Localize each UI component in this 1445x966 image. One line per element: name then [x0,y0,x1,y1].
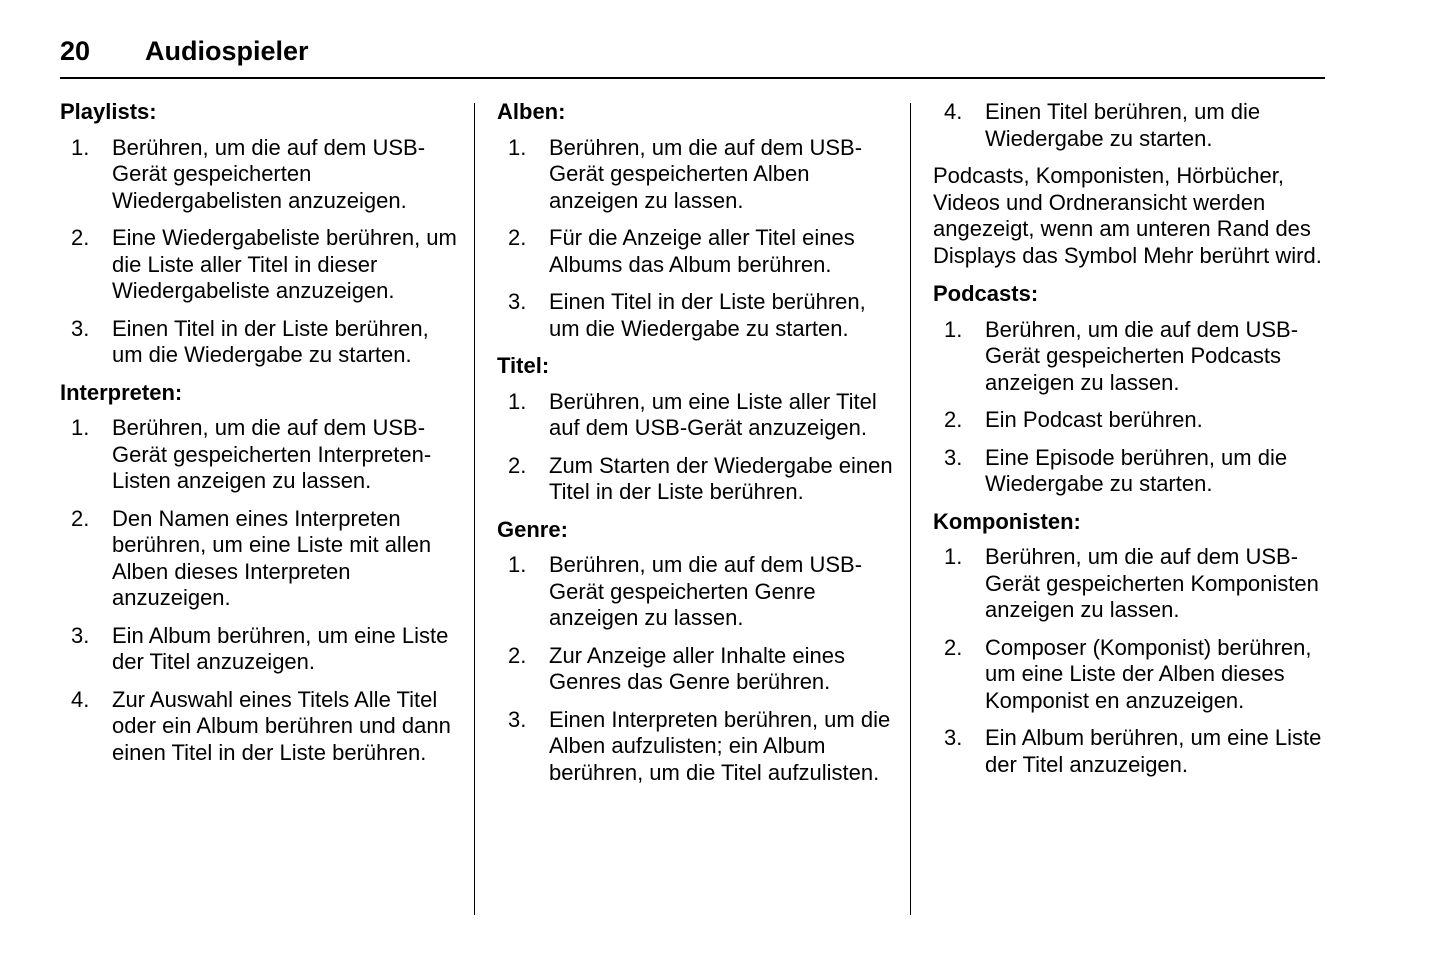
item-number: 1. [944,544,963,569]
item-number: 2. [71,505,90,531]
list-item [60,415,465,495]
item-text: Composer (Komponist) berühren, um eine Liste der Alben dieses Komponist en anzuzeigen. [985,634,1312,713]
item-text: Eine Episode berühren, um die Wiedergabe zu starten. [985,444,1288,496]
item-number: 4. [944,99,963,124]
item-text: Zur Anzeige aller Inhalte eines Genres das Genre berühren. [549,642,845,694]
page-title: Audiospieler [145,36,309,66]
item-text: Berühren, um die auf dem USB-Gerät gespeicherten Komponisten anzeigen zu lassen. [985,544,1319,622]
list-item [933,635,1333,715]
list-item [497,643,897,696]
list-item [933,317,1333,397]
item-number: 2. [508,225,527,250]
list-item [933,445,1333,498]
section-heading-interpreten: Interpreten: [60,379,183,405]
item-text: Berühren, um die auf dem USB-Gerät gespeicherten Podcasts anzeigen zu lassen. [985,316,1299,395]
section-heading-genre: Genre: [497,516,568,542]
list-item [60,623,465,676]
podcasts-list [933,317,1333,498]
item-text: Für die Anzeige aller Titel eines Albums das Album berühren. [549,225,855,277]
item-text: Einen Titel berühren, um die Wiedergabe zu starten. [985,99,1261,151]
continued-list [933,99,1333,152]
item-text: Ein Album berühren, um eine Liste der Titel anzuzeigen. [985,725,1322,777]
item-number: 2. [508,452,527,478]
item-number: 1. [508,388,527,414]
item-text: Ein Album berühren, um eine Liste der Titel anzuzeigen. [112,622,449,674]
item-text: Einen Titel in der Liste berühren, um die Wiedergabe zu starten. [549,289,866,341]
item-text: Berühren, um die auf dem USB-Gerät gespeicherten Genre anzeigen zu lassen. [549,552,863,630]
interpreten-list [60,415,465,766]
item-number: 2. [508,642,527,668]
section-heading-titel: Titel: [497,353,550,378]
header-rule [60,77,1325,79]
list-item [497,135,897,215]
item-text: Berühren, um die auf dem USB-Gerät gespeicherten Alben anzeigen zu lassen. [549,134,863,213]
item-text: Berühren, um die auf dem USB-Gerät gespeicherten Interpreten-Listen anzeigen zu lassen. [112,415,432,493]
item-text: Ein Podcast berühren. [985,407,1203,432]
section-heading-komponisten: Komponisten: [933,508,1081,534]
item-number: 3. [71,622,90,648]
playlists-list [60,135,465,369]
list-item [60,316,465,369]
item-number: 1. [508,134,527,160]
list-item [60,506,465,612]
column-1 [60,99,465,777]
genre-list [497,552,897,786]
list-item [60,225,465,305]
item-number: 3. [944,444,963,470]
page-header [60,36,1325,80]
item-number: 1. [944,316,963,342]
list-item [497,552,897,632]
item-number: 3. [508,706,527,732]
item-number: 1. [71,415,90,440]
item-number: 1. [508,552,527,577]
item-text: Berühren, um eine Liste aller Titel auf dem USB-Gerät anzuzeigen. [549,388,877,440]
list-item [497,289,897,342]
body-paragraph: Podcasts, Komponisten, Hörbücher, Videos und Ordneransicht werden angezeigt, wenn am unteren Rand des Displays das Symbol Mehr berührt wird. [933,163,1322,268]
list-item [497,453,897,506]
section-heading-alben: Alben: [497,99,566,124]
column-divider [474,103,475,915]
list-item [933,407,1333,434]
column-divider [910,103,911,915]
list-item [497,707,897,787]
list-item [497,225,897,278]
section-heading-podcasts: Podcasts: [933,281,1039,306]
item-number: 2. [944,634,963,660]
item-number: 3. [944,725,963,750]
page-number: 20 [60,36,91,66]
item-text: Zur Auswahl eines Titels Alle Titel oder ein Album berühren und dann einen Titel in der Liste berühren. [112,686,451,765]
item-number: 3. [508,289,527,314]
item-number: 2. [71,225,90,250]
item-number: 1. [71,134,90,160]
item-number: 2. [944,407,963,432]
item-text: Berühren, um die auf dem USB-Gerät gespeicherten Wiedergabelisten anzuzeigen. [112,134,426,213]
item-text: Den Namen eines Interpreten berühren, um eine Liste mit allen Alben dieses Interpreten anzuzeigen. [112,505,432,610]
column-3 [933,99,1333,789]
item-text: Einen Titel in der Liste berühren, um die Wiedergabe zu starten. [112,315,429,367]
column-2 [497,99,897,797]
komponisten-list [933,544,1333,778]
item-text: Zum Starten der Wiedergabe einen Titel in der Liste berühren. [549,452,893,504]
list-item [933,544,1333,624]
item-number: 3. [71,315,90,341]
list-item [60,687,465,767]
item-text: Eine Wiedergabeliste berühren, um die Liste aller Titel in dieser Wiedergabeliste anzuzeigen. [112,225,457,303]
titel-list [497,389,897,506]
item-text: Einen Interpreten berühren, um die Alben aufzulisten; ein Album berühren, um die Titel aufzulisten. [549,706,891,785]
list-item [60,135,465,215]
list-item [497,389,897,442]
alben-list [497,135,897,343]
list-item [933,99,1333,152]
section-heading-playlists: Playlists: [60,99,157,124]
list-item [933,725,1333,778]
item-number: 4. [71,686,90,712]
